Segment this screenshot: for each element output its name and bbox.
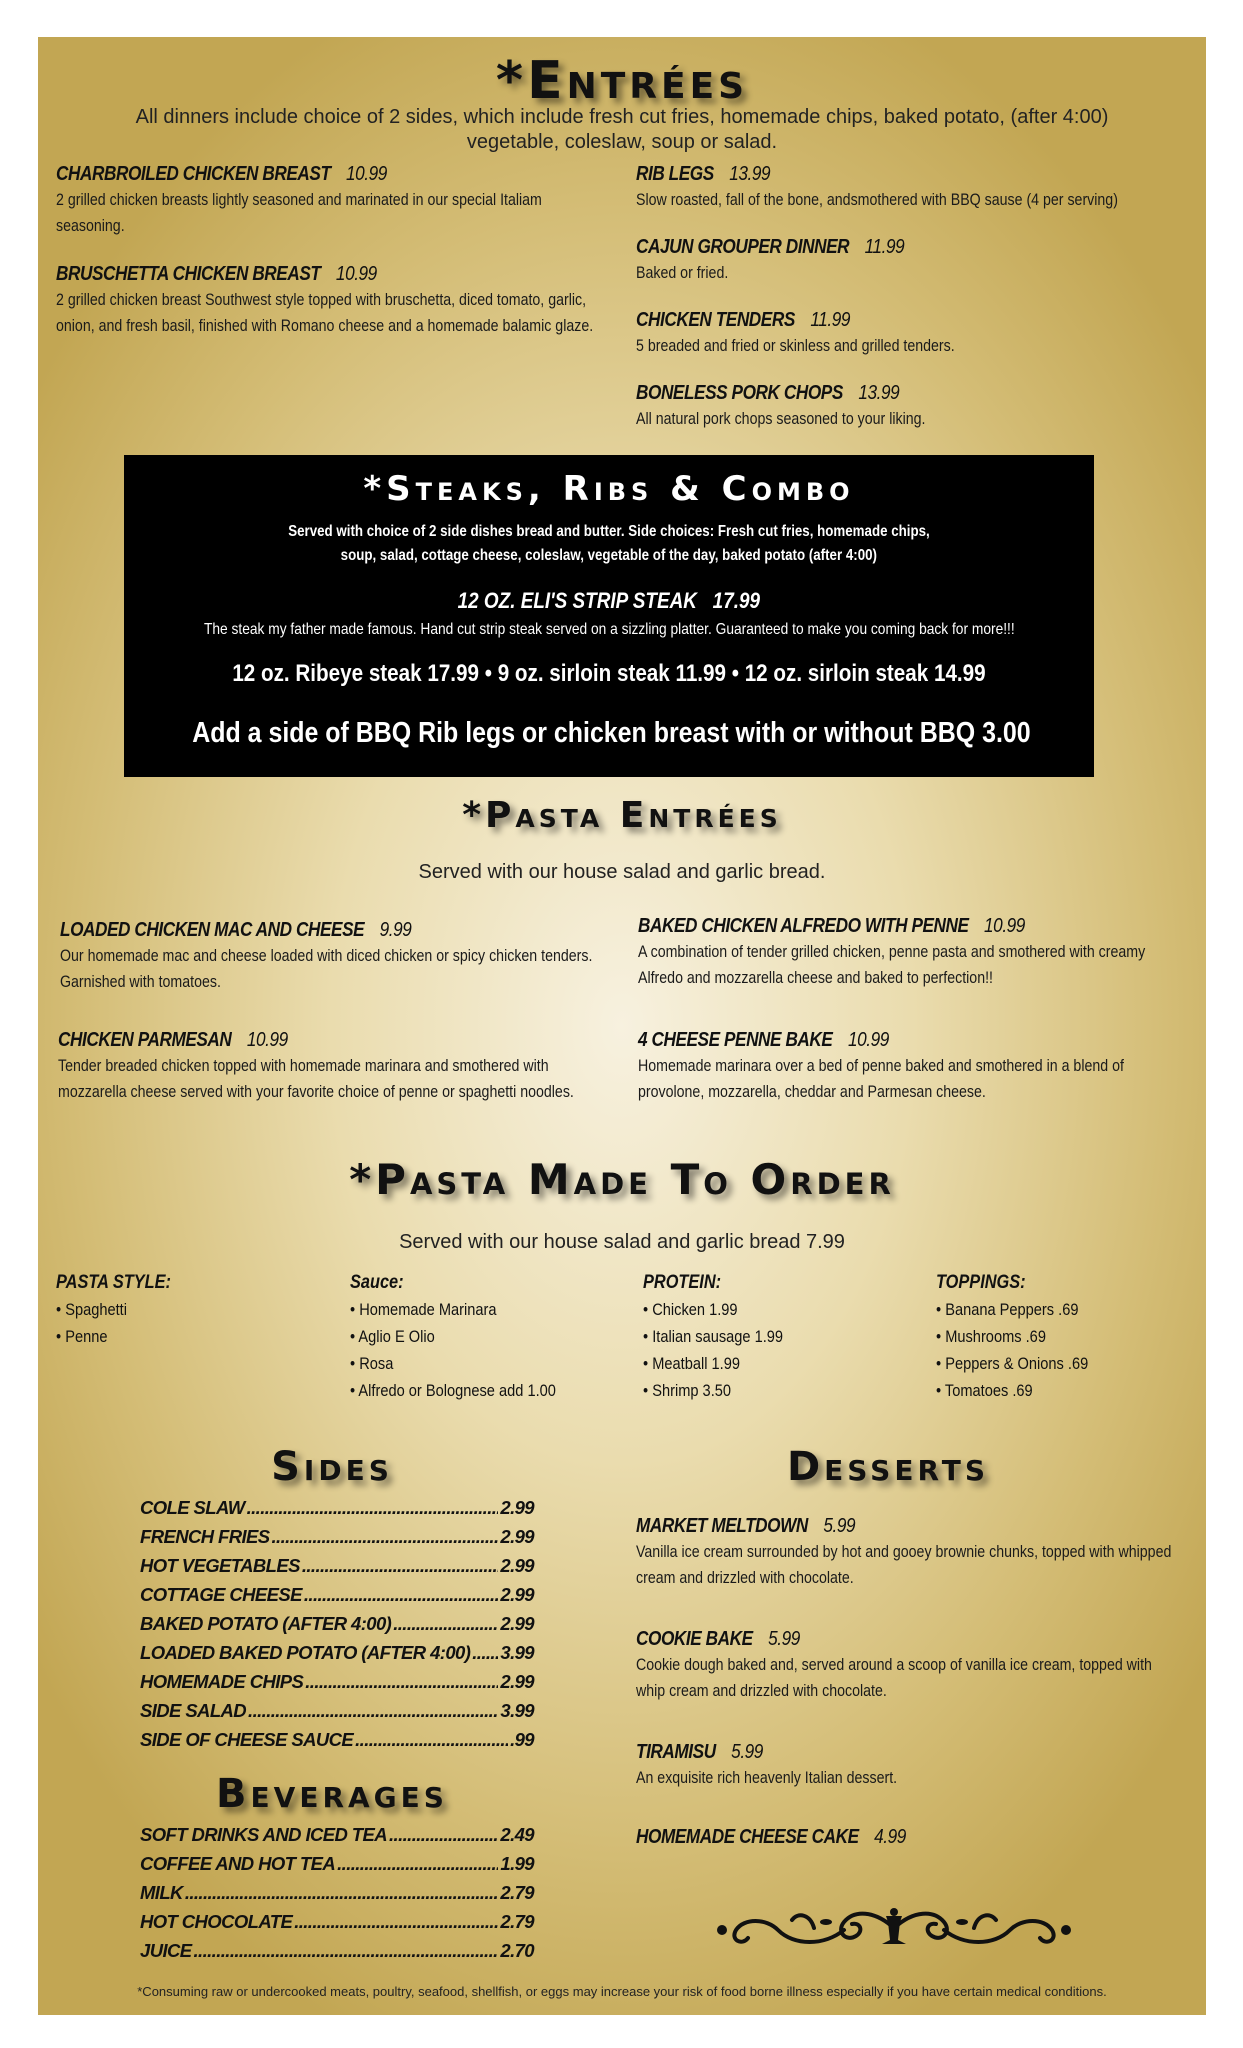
- pasta-item: [58, 1027, 598, 1105]
- list-item: • Aglio E Olio: [350, 1323, 556, 1350]
- item-price: 10.99: [984, 915, 1025, 937]
- pasta-entrees-subtitle: Served with our house salad and garlic bread.: [418, 861, 826, 883]
- side-name: FRENCH FRIES: [140, 1526, 270, 1547]
- list-item: • Rosa: [350, 1350, 556, 1377]
- pasta-order-heading: *Pasta Made To Order: [349, 1155, 895, 1204]
- beverage-price: 1.99: [500, 1853, 534, 1874]
- beverage-price: 2.70: [500, 1940, 534, 1961]
- side-name: SIDE SALAD: [140, 1700, 247, 1721]
- desserts-heading: Desserts: [786, 1444, 990, 1490]
- list-item: • Alfredo or Bolognese add 1.00: [350, 1377, 556, 1404]
- beverage-name: HOT CHOCOLATE: [140, 1911, 293, 1932]
- protein-column: [643, 1269, 806, 1404]
- item-name: MARKET MELTDOWN: [636, 1515, 808, 1537]
- item-desc: Baked or fried.: [636, 264, 729, 282]
- list-item: • Tomatoes .69: [936, 1377, 1088, 1404]
- item-desc: A combination of tender grilled chicken, penne pasta and smothered with creamy Alfredo and mozzarella cheese and baked to perfection!!: [638, 943, 1146, 987]
- beverage-price: 2.79: [500, 1911, 534, 1932]
- item-price: 5.99: [768, 1628, 800, 1650]
- side-name: SIDE OF CHEESE SAUCE: [140, 1729, 354, 1750]
- item-price: 9.99: [379, 919, 412, 941]
- feature-steak-desc-text: The steak my father made famous. Hand cut strip steak served on a sizzling platter. Guaranteed to make you coming back for more!!!: [203, 621, 1015, 638]
- item-price: 13.99: [729, 163, 771, 185]
- beverages-heading: Beverages: [216, 1771, 448, 1817]
- item-name: TIRAMISU: [636, 1741, 716, 1763]
- feature-steak-desc: [124, 621, 1094, 639]
- dessert-item: [636, 1513, 1176, 1591]
- item-name: CHARBROILED CHICKEN BREAST: [56, 163, 331, 185]
- side-price: 3.99: [500, 1642, 534, 1663]
- health-disclaimer: *Consuming raw or undercooked meats, poultry, seafood, shellfish, or eggs may increase your risk of food borne illness especially if you have certain medical conditions.: [137, 1984, 1107, 1999]
- list-item: • Meatball 1.99: [643, 1350, 783, 1377]
- item-name: BONELESS PORK CHOPS: [636, 382, 843, 404]
- beverage-row: [140, 1882, 534, 1911]
- steaks-subtitle-1-text: Served with choice of 2 side dishes bread and butter. Side choices: Fresh cut fries, homemade chips,: [288, 523, 930, 540]
- item-name: CHICKEN TENDERS: [636, 309, 795, 331]
- side-price: 2.99: [500, 1584, 534, 1605]
- item-desc: Cookie dough baked and, served around a scoop of vanilla ice cream, topped with whip cream and drizzled with chocolate.: [636, 1656, 1152, 1700]
- item-desc: 5 breaded and fried or skinless and grilled tenders.: [636, 337, 955, 355]
- item-price: 10.99: [847, 1029, 889, 1051]
- beverage-row: [140, 1911, 534, 1940]
- list-item: • Shrimp 3.50: [643, 1377, 783, 1404]
- list-item: • Italian sausage 1.99: [643, 1323, 783, 1350]
- item-name: RIB LEGS: [636, 163, 714, 185]
- side-name: HOMEMADE CHIPS: [140, 1671, 304, 1692]
- item-desc: Vanilla ice cream surrounded by hot and gooey brownie chunks, topped with whipped cream and drizzled with chocolate.: [636, 1543, 1172, 1587]
- side-name: BAKED POTATO (AFTER 4:00): [140, 1613, 392, 1634]
- item-price: 11.99: [864, 236, 905, 258]
- item-name: HOMEMADE CHEESE CAKE: [636, 1826, 859, 1848]
- pasta-item: [60, 917, 600, 995]
- item-price: 11.99: [810, 309, 850, 331]
- beverage-name: JUICE: [140, 1940, 192, 1961]
- side-row: [140, 1555, 534, 1584]
- pasta-item: [638, 1027, 1178, 1105]
- steaks-subtitle-2: [124, 547, 1094, 565]
- side-price: 2.99: [500, 1671, 534, 1692]
- side-price: 3.99: [500, 1700, 534, 1721]
- side-row: [140, 1700, 534, 1729]
- item-desc: 2 grilled chicken breasts lightly seasoned and marinated in our special Italiam seasoning.: [56, 191, 542, 235]
- side-row: [140, 1584, 534, 1613]
- list-item: • Spaghetti: [56, 1296, 171, 1323]
- entree-item: [636, 161, 1176, 213]
- item-name: COOKIE BAKE: [636, 1628, 753, 1650]
- beverage-name: SOFT DRINKS AND ICED TEA: [140, 1824, 388, 1845]
- beverage-price: 2.49: [500, 1824, 534, 1845]
- beverage-row: [140, 1940, 534, 1969]
- entrees-subtitle-2: vegetable, coleslaw, soup or salad.: [466, 131, 778, 153]
- item-desc: An exquisite rich heavenly Italian dessert.: [636, 1769, 898, 1787]
- scroll-flourish-icon: [714, 1900, 1074, 1956]
- sauce-column: [350, 1269, 589, 1404]
- feature-steak: [124, 588, 1094, 614]
- item-name: LOADED CHICKEN MAC AND CHEESE: [60, 919, 365, 941]
- column-head: Sauce:: [350, 1272, 404, 1293]
- beverage-row: [140, 1824, 534, 1853]
- item-name: CHICKEN PARMESAN: [58, 1029, 232, 1051]
- dessert-item: [636, 1626, 1176, 1704]
- item-name: CAJUN GROUPER DINNER: [636, 236, 850, 258]
- item-name: BRUSCHETTA CHICKEN BREAST: [56, 263, 321, 285]
- side-price: 2.99: [500, 1613, 534, 1634]
- entrees-subtitle-1: All dinners include choice of 2 sides, which include fresh cut fries, homemade chips, baked potato, (after 4:00): [135, 106, 1109, 128]
- side-name: COTTAGE CHEESE: [140, 1584, 302, 1605]
- column-head: PROTEIN:: [643, 1272, 722, 1293]
- side-name: COLE SLAW: [140, 1497, 245, 1518]
- entree-item: [636, 380, 1176, 432]
- side-price: 2.99: [500, 1497, 534, 1518]
- side-row: [140, 1526, 534, 1555]
- side-name: LOADED BAKED POTATO (AFTER 4:00): [140, 1642, 471, 1663]
- item-desc: Slow roasted, fall of the bone, andsmothered with BBQ sause (4 per serving): [636, 191, 1118, 209]
- side-row: [140, 1497, 534, 1526]
- list-item: • Peppers & Onions .69: [936, 1350, 1088, 1377]
- beverage-name: COFFEE AND HOT TEA: [140, 1853, 336, 1874]
- item-desc: All natural pork chops seasoned to your liking.: [636, 410, 926, 428]
- item-price: 13.99: [858, 382, 900, 404]
- sides-heading: Sides: [271, 1444, 393, 1490]
- item-price: 10.99: [246, 1029, 288, 1051]
- item-name: 4 CHEESE PENNE BAKE: [638, 1029, 833, 1051]
- list-item: • Homemade Marinara: [350, 1296, 556, 1323]
- pasta-entrees-heading: *Pasta Entrées: [462, 795, 782, 836]
- steak-options: [124, 660, 1094, 688]
- side-price: .99: [510, 1729, 534, 1750]
- list-item: • Penne: [56, 1323, 171, 1350]
- item-desc: 2 grilled chicken breast Southwest style topped with bruschetta, diced tomato, garlic, onion, and fresh basil, finished with Romano cheese and a homemade balamic glaze.: [56, 291, 594, 335]
- side-row: [140, 1729, 534, 1758]
- side-row: [140, 1642, 534, 1671]
- beverage-price: 2.79: [500, 1882, 534, 1903]
- entree-item: [56, 261, 596, 339]
- item-name: BAKED CHICKEN ALFREDO WITH PENNE: [638, 915, 969, 937]
- steak-options-text: 12 oz. Ribeye steak 17.99 • 9 oz. sirloin steak 11.99 • 12 oz. sirloin steak 14.99: [232, 660, 986, 687]
- beverages-list: [140, 1824, 534, 1969]
- item-price: 5.99: [731, 1741, 763, 1763]
- entree-item: [56, 161, 596, 239]
- pasta-item: [638, 913, 1178, 991]
- side-price: 2.99: [500, 1526, 534, 1547]
- entrees-heading: *Entrées: [495, 51, 749, 111]
- side-name: HOT VEGETABLES: [140, 1555, 300, 1576]
- feature-steak-name: 12 OZ. ELI'S STRIP STEAK: [457, 588, 698, 613]
- item-price: 4.99: [874, 1826, 906, 1848]
- steaks-subtitle-1: [124, 523, 1094, 541]
- steak-addon-text: Add a side of BBQ Rib legs or chicken breast with or without BBQ 3.00: [192, 717, 1031, 749]
- steaks-heading: *Steaks, Ribs & Combo: [363, 469, 855, 509]
- item-price: 10.99: [346, 163, 387, 185]
- entree-item: [636, 234, 1176, 286]
- side-row: [140, 1671, 534, 1700]
- item-desc: Our homemade mac and cheese loaded with diced chicken or spicy chicken tenders. Garnished with tomatoes.: [60, 947, 593, 991]
- item-desc: Homemade marinara over a bed of penne baked and smothered in a blend of provolone, mozzarella, cheddar and Parmesan cheese.: [638, 1057, 1124, 1101]
- toppings-column: [936, 1269, 1113, 1404]
- steaks-box: [124, 455, 1094, 777]
- item-desc: Tender breaded chicken topped with homemade marinara and smothered with mozzarella cheese served with your favorite choice of penne or spaghetti noodles.: [58, 1057, 574, 1101]
- column-head: PASTA STYLE:: [56, 1272, 171, 1293]
- pasta-order-subtitle: Served with our house salad and garlic bread 7.99: [399, 1231, 845, 1253]
- side-row: [140, 1613, 534, 1642]
- beverage-row: [140, 1853, 534, 1882]
- beverage-name: MILK: [140, 1882, 183, 1903]
- list-item: • Mushrooms .69: [936, 1323, 1088, 1350]
- sides-list: [140, 1497, 534, 1758]
- list-item: • Banana Peppers .69: [936, 1296, 1088, 1323]
- feature-steak-price: 17.99: [712, 588, 761, 613]
- side-price: 2.99: [500, 1555, 534, 1576]
- menu-page: [38, 37, 1206, 2015]
- entree-item: [636, 307, 1176, 359]
- item-price: 10.99: [335, 263, 377, 285]
- dessert-item: [636, 1824, 1176, 1850]
- pasta-style-column: [56, 1269, 190, 1350]
- list-item: • Chicken 1.99: [643, 1296, 783, 1323]
- steak-addon: [124, 717, 1094, 750]
- column-head: TOPPINGS:: [936, 1272, 1026, 1293]
- item-price: 5.99: [823, 1515, 856, 1537]
- dessert-item: [636, 1739, 1176, 1791]
- steaks-subtitle-2-text: soup, salad, cottage cheese, coleslaw, vegetable of the day, baked potato (after 4:00): [340, 547, 878, 564]
